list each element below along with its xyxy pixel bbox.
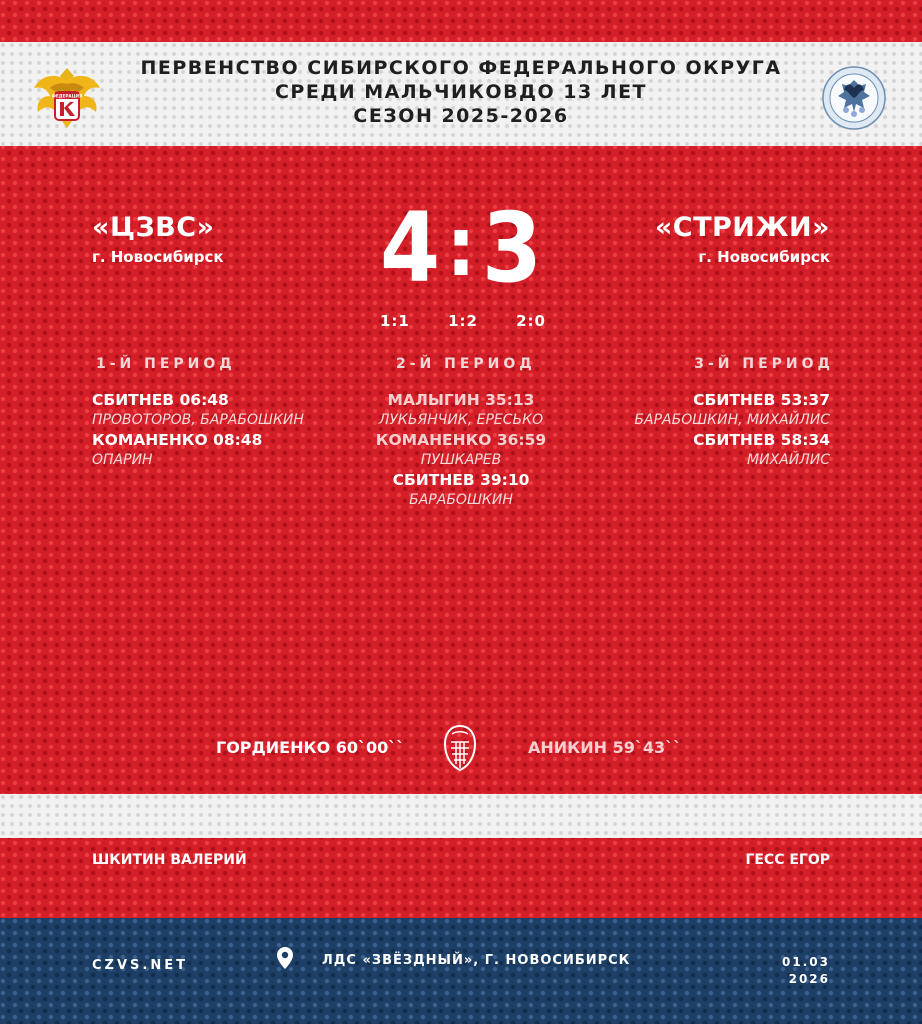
away-score: 3 [481,192,542,304]
away-team-name: «СТРИЖИ» [654,212,830,243]
title-line-3: СЕЗОН 2025-2026 [353,105,569,127]
middle-white-stripe [0,794,922,838]
home-coach: ШКИТИН ВАЛЕРИЙ [92,852,247,868]
period-scores [380,312,546,330]
goal-scorer: КОМАНЕНКО 36:59 [375,431,547,449]
away-goalie: АНИКИН 59`43`` [528,738,682,757]
goal-assists: ЛУКЬЯНЧИК, ЕРЕСЬКО [378,412,544,428]
regional-emblem-icon [822,66,886,130]
match-date [782,954,830,988]
title-line-1: ПЕРВЕНСТВО СИБИРСКОГО ФЕДЕРАЛЬНОГО ОКРУГА [140,57,782,79]
home-team-name: «ЦЗВС» [92,212,215,243]
goal-assists: БАРАБОШКИН [409,492,513,508]
period-score-3: 2:0 [516,312,546,330]
period-3-goals [550,390,830,470]
date-year: 2026 [788,972,830,986]
venue: ЛДС «ЗВЁЗДНЫЙ», Г. НОВОСИБИРСК [322,953,631,968]
home-team-city: г. Новосибирск [92,248,224,266]
goal-assists: ОПАРИН [92,452,153,468]
home-goalie: ГОРДИЕНКО 60`00`` [216,738,405,757]
away-team-city: г. Новосибирск [698,248,830,266]
home-score: 4 [380,192,441,304]
score-separator: : [446,200,476,295]
period-score-1: 1:1 [380,312,410,330]
goal-assists: ПУШКАРЕВ [420,452,502,468]
title-line-2: СРЕДИ МАЛЬЧИКОВДО 13 ЛЕТ [274,81,648,103]
location-pin-icon [276,946,294,970]
goal-scorer: МАЛЫГИН 35:13 [387,391,535,409]
final-score [380,192,542,304]
date-day-month: 01.03 [782,955,830,969]
tournament-title [120,56,802,128]
federation-eagle-icon [30,62,104,134]
goal-scorer: СБИТНЕВ 58:34 [693,431,830,449]
period-1-heading: 1-Й ПЕРИОД [96,356,236,372]
goal-scorer: СБИТНЕВ 53:37 [693,391,830,409]
website-link[interactable]: CZVS.NET [92,958,188,973]
goal-assists: ПРОВОТОРОВ, БАРАБОШКИН [92,412,304,428]
period-3-heading: 3-Й ПЕРИОД [694,356,834,372]
goal-assists: БАРАБОШКИН, МИХАЙЛИС [634,412,830,428]
goal-scorer: СБИТНЕВ 39:10 [392,471,530,489]
goal-assists: МИХАЙЛИС [747,452,830,468]
goal-scorer: СБИТНЕВ 06:48 [92,391,229,409]
svg-text:ФЕДЕРАЦИЯ: ФЕДЕРАЦИЯ [51,93,83,99]
period-2-heading: 2-Й ПЕРИОД [396,356,536,372]
away-coach: ГЕСС ЕГОР [745,852,830,868]
goalie-mask-icon [442,724,478,772]
goal-scorer: КОМАНЕНКО 08:48 [92,431,263,449]
period-score-2: 1:2 [448,312,478,330]
